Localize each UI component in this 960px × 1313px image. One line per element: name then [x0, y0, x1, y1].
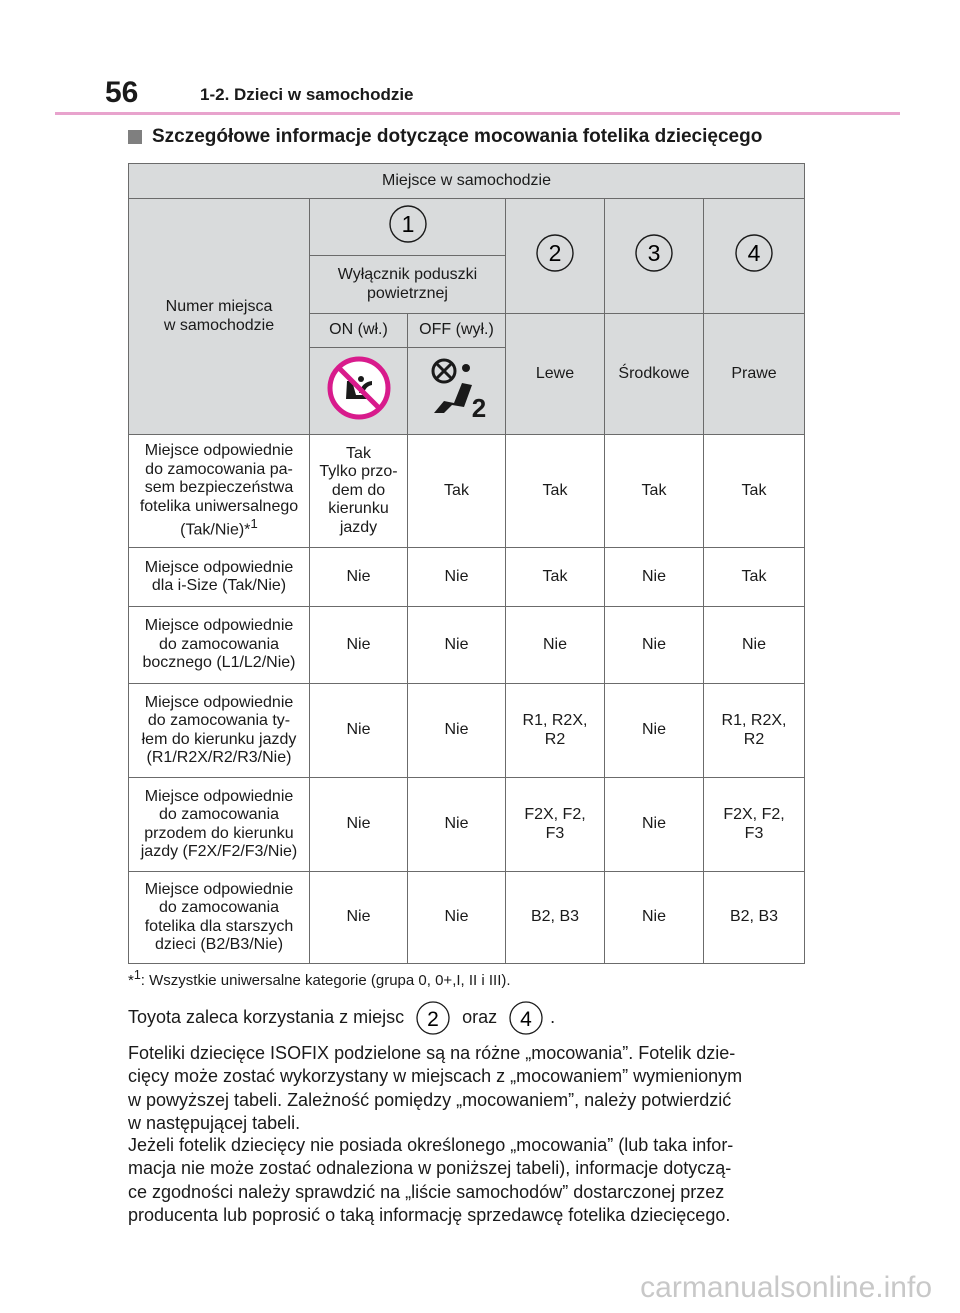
isofix-paragraph: Foteliki dziecięce ISOFIX podzielone są na różne „mocowania”. Fotelik dzie- cięcy może zostać wykorzystany w miejscach z „mocowaniem” wymienionym w powyższej tabeli. Zależność pomiędzy „mocowaniem”, należy potwierdzić w następującej tabeli. — [128, 1043, 743, 1134]
cell-seat1-on: Nie — [310, 778, 408, 872]
row-label: Miejsce odpowiednie do zamocowania fotelika dla starszych dzieci (B2/B3/Nie) — [129, 872, 310, 964]
cell-seat1-on: Nie — [310, 684, 408, 778]
page-number: 56 — [105, 76, 139, 109]
row-label: Miejsce odpowiednie do zamocowania bocznego (L1/L2/Nie) — [129, 607, 310, 684]
seat-4-circle-icon — [734, 233, 774, 273]
on-icon-cell — [310, 348, 408, 435]
table-top-header: Miejsce w samochodzie — [129, 164, 805, 199]
seat-1-circle-icon — [388, 204, 428, 244]
cell-seat1-off: Nie — [408, 607, 506, 684]
footnote: *$^1$: Wszystkie uniwersalne kategorie (grupa 0, 0+,I, II i III). — [128, 968, 511, 989]
page-heading — [128, 126, 762, 148]
cell-seat3: Nie — [605, 872, 704, 964]
seat-1-number-cell — [310, 199, 506, 256]
square-bullet-icon — [128, 130, 142, 144]
watermark: carmanualsonline.info — [640, 1271, 932, 1304]
table-row — [129, 778, 805, 872]
cell-seat4: Tak — [704, 548, 805, 607]
heading-text: Szczegółowe informacje dotyczące mocowania fotelika dziecięcego — [152, 126, 763, 147]
row-label: Miejsce odpowiednie do zamocowania przodem do kierunku jazdy (F2X/F2/F3/Nie) — [129, 778, 310, 872]
off-icon-cell — [408, 348, 506, 435]
seat-3-number-cell — [605, 199, 704, 314]
cell-seat4: R1, R2X, R2 — [704, 684, 805, 778]
section-title: 1-2. Dzieci w samochodzie — [200, 85, 414, 104]
recommendation-text: Toyota zaleca korzystania z miejsc 2 oraz 4 . — [128, 1000, 808, 1036]
seat-4-circle-icon — [508, 1000, 544, 1036]
svg-text:2: 2 — [471, 393, 486, 424]
table-row — [129, 435, 805, 548]
cell-seat2: R1, R2X, R2 — [506, 684, 605, 778]
table-row — [129, 684, 805, 778]
cell-seat1-on: Nie — [310, 872, 408, 964]
cell-seat2: Tak — [506, 548, 605, 607]
cell-seat4: Tak — [704, 435, 805, 548]
cell-seat2: B2, B3 — [506, 872, 605, 964]
cell-seat3: Nie — [605, 778, 704, 872]
seat-4-number-cell — [704, 199, 805, 314]
seat-3-number: 3 — [647, 240, 661, 267]
airbag-switch-label: Wyłącznik poduszki powietrznej — [310, 256, 506, 314]
compatibility-paragraph: Jeżeli fotelik dziecięcy nie posiada określonego „mocowania” (lub taka infor- macja nie może zostać odnaleziona w poniższej tabeli), informacje dotyczą- ce zgodności należy sprawdzić na „liście samochodów” dostarczonej przez producenta lub poprosić o taką informację sprzedawcę fotelika dziecięcego. — [128, 1135, 734, 1226]
off-label: OFF (wył.) — [408, 314, 506, 348]
on-label: ON (wł.) — [310, 314, 408, 348]
cell-seat3: Nie — [605, 684, 704, 778]
seat-2-number-cell — [506, 199, 605, 314]
svg-text:2: 2 — [427, 1008, 439, 1031]
header-divider — [55, 112, 900, 115]
cell-seat2: F2X, F2, F3 — [506, 778, 605, 872]
row-label: Miejsce odpowiednie dla i-Size (Tak/Nie) — [129, 548, 310, 607]
cell-seat1-on: Nie — [310, 607, 408, 684]
cell-seat3: Nie — [605, 607, 704, 684]
table-row — [129, 548, 805, 607]
position-label-cell: Numer miejsca w samochodzie — [129, 199, 310, 435]
cell-seat3: Tak — [605, 435, 704, 548]
cell-seat2: Nie — [506, 607, 605, 684]
row-label: Miejsce odpowiednie do zamocowania ty- łem do kierunku jazdy (R1/R2X/R2/R3/Nie) — [129, 684, 310, 778]
svg-text:4: 4 — [520, 1008, 533, 1031]
cell-seat1-off: Nie — [408, 778, 506, 872]
airbag-off-icon — [422, 353, 492, 423]
seat-4-number: 4 — [747, 240, 761, 267]
seat-name-left: Lewe — [506, 314, 605, 435]
seat-name-right: Prawe — [704, 314, 805, 435]
seat-2-number: 2 — [548, 240, 562, 267]
cell-seat4: F2X, F2, F3 — [704, 778, 805, 872]
seat-2-circle-icon — [535, 233, 575, 273]
cell-seat4: Nie — [704, 607, 805, 684]
seat-1-number: 1 — [401, 211, 414, 238]
cell-seat1-on: Tak Tylko przo- dem do kierunku jazdy — [310, 435, 408, 548]
cell-seat3: Nie — [605, 548, 704, 607]
table-row — [129, 607, 805, 684]
isofix-table — [128, 163, 805, 964]
cell-seat1-off: Tak — [408, 435, 506, 548]
cell-seat1-off: Nie — [408, 872, 506, 964]
cell-seat1-off: Nie — [408, 548, 506, 607]
seat-3-circle-icon — [634, 233, 674, 273]
row-label: Miejsce odpowiednie do zamocowania pa- sem bezpieczeństwa fotelika uniwersalnego (Tak/Nie)*$^1$ — [129, 435, 310, 548]
table-row — [129, 872, 805, 964]
seat-2-circle-icon — [415, 1000, 451, 1036]
cell-seat1-off: Nie — [408, 684, 506, 778]
no-rear-facing-seat-icon — [326, 355, 392, 421]
seat-name-middle: Środkowe — [605, 314, 704, 435]
cell-seat4: B2, B3 — [704, 872, 805, 964]
cell-seat2: Tak — [506, 435, 605, 548]
cell-seat1-on: Nie — [310, 548, 408, 607]
